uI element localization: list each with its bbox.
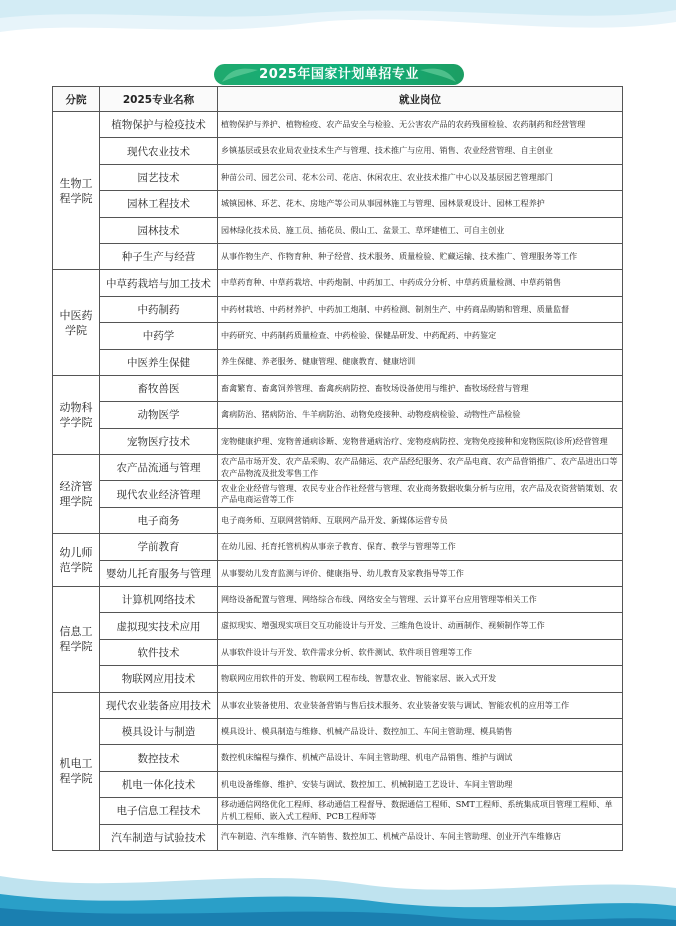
header-jobs: 就业岗位 xyxy=(218,87,623,112)
job-positions: 机电设备维修、维护、安装与调试、数控加工、机械制造工艺设计、车间主管助理 xyxy=(218,771,623,797)
table-row xyxy=(53,402,623,428)
table-row xyxy=(53,455,623,481)
major-name: 计算机网络技术 xyxy=(100,587,218,613)
table-row xyxy=(53,428,623,454)
job-positions: 农业企业经营与管理、农民专业合作社经营与管理、农业商务数据收集分析与应用，农产品及农资营销策划、农产品电商运营等工作 xyxy=(218,481,623,507)
major-name: 中药学 xyxy=(100,323,218,349)
job-positions: 中药材栽培、中药材养护、中药加工炮制、中药检测、制剂生产、中药商品购销和管理、质量监督 xyxy=(218,296,623,322)
major-name: 畜牧兽医 xyxy=(100,375,218,401)
major-name: 模具设计与制造 xyxy=(100,718,218,744)
major-name: 园林工程技术 xyxy=(100,191,218,217)
major-name: 宠物医疗技术 xyxy=(100,428,218,454)
job-positions: 数控机床编程与操作、机械产品设计、车间主管助理、机电产品销售、维护与调试 xyxy=(218,745,623,771)
table-row xyxy=(53,164,623,190)
job-positions: 在幼儿园、托育托管机构从事亲子教育、保育、教学与管理等工作 xyxy=(218,534,623,560)
job-positions: 农产品市场开发、农产品采购、农产品储运、农产品经纪服务、农产品电商、农产品营销推广、农产品进出口等农产品物流及批发零售工作 xyxy=(218,455,623,481)
major-name: 中医养生保健 xyxy=(100,349,218,375)
college-name: 动物科 学学院 xyxy=(53,375,100,454)
table-row xyxy=(53,718,623,744)
job-positions: 电子商务师、互联网营销师、互联网产品开发、新媒体运营专员 xyxy=(218,507,623,533)
major-name: 学前教育 xyxy=(100,534,218,560)
major-name: 中药制药 xyxy=(100,296,218,322)
college-name: 中医药 学院 xyxy=(53,270,100,376)
table-row xyxy=(53,639,623,665)
college-name: 幼儿师 范学院 xyxy=(53,534,100,587)
table-row xyxy=(53,349,623,375)
job-positions: 养生保健、养老服务、健康管理、健康教育、健康培训 xyxy=(218,349,623,375)
major-name: 种子生产与经营 xyxy=(100,243,218,269)
table-row xyxy=(53,112,623,138)
major-name: 现代农业装备应用技术 xyxy=(100,692,218,718)
table-row xyxy=(53,771,623,797)
major-name: 电子商务 xyxy=(100,507,218,533)
job-positions: 移动通信网络优化工程师、移动通信工程督导、数据通信工程师、SMT工程师、系统集成项目管理工程师、单片机工程师、嵌入式工程师、PCB工程师等 xyxy=(218,798,623,824)
table-row xyxy=(53,692,623,718)
major-name: 动物医学 xyxy=(100,402,218,428)
job-positions: 物联网应用软件的开发、物联网工程布线、智慧农业、智能家居、嵌入式开发 xyxy=(218,666,623,692)
job-positions: 乡镇基层或县农业局农业技术生产与管理、技术推广与应用、销售、农业经营管理、自主创业 xyxy=(218,138,623,164)
major-name: 现代农业技术 xyxy=(100,138,218,164)
job-positions: 宠物健康护理、宠物普通病诊断、宠物普通病治疗、宠物疫病防控、宠物免疫接种和宠物医院(诊所)经营管理 xyxy=(218,428,623,454)
major-name: 数控技术 xyxy=(100,745,218,771)
page-title-banner xyxy=(214,64,464,85)
job-positions: 从事农业装备使用、农业装备营销与售后技术服务、农业装备安装与调试、智能农机的应用等工作 xyxy=(218,692,623,718)
job-positions: 种苗公司、园艺公司、花木公司、花店、休闲农庄、农业技术推广中心以及基层园艺管理部门 xyxy=(218,164,623,190)
major-name: 虚拟现实技术应用 xyxy=(100,613,218,639)
college-name: 信息工 程学院 xyxy=(53,587,100,693)
job-positions: 中药研究、中药制药质量检查、中药检验、保健品研发、中药配药、中药鉴定 xyxy=(218,323,623,349)
major-name: 中草药栽培与加工技术 xyxy=(100,270,218,296)
table-row xyxy=(53,217,623,243)
job-positions: 模具设计、模具制造与维修、机械产品设计、数控加工、车间主管助理、模具销售 xyxy=(218,718,623,744)
job-positions: 畜禽繁育、畜禽饲养管理、畜禽疾病防控、畜牧场设备使用与维护、畜牧场经营与管理 xyxy=(218,375,623,401)
table-row xyxy=(53,507,623,533)
top-wave-decoration xyxy=(0,0,676,60)
college-name: 经济管 理学院 xyxy=(53,455,100,534)
table-row xyxy=(53,323,623,349)
table-row xyxy=(53,375,623,401)
job-positions: 禽病防治、猪病防治、牛羊病防治、动物免疫接种、动物疫病检验、动物性产品检验 xyxy=(218,402,623,428)
major-name: 物联网应用技术 xyxy=(100,666,218,692)
table-row xyxy=(53,243,623,269)
table-row xyxy=(53,587,623,613)
table-row xyxy=(53,296,623,322)
major-name: 园林技术 xyxy=(100,217,218,243)
college-name: 生物工 程学院 xyxy=(53,112,100,270)
job-positions: 从事婴幼儿发育监测与评价、健康指导、幼儿教育及家教指导等工作 xyxy=(218,560,623,586)
major-name: 现代农业经济管理 xyxy=(100,481,218,507)
table-row xyxy=(53,534,623,560)
major-name: 农产品流通与管理 xyxy=(100,455,218,481)
table-row xyxy=(53,745,623,771)
major-name: 机电一体化技术 xyxy=(100,771,218,797)
job-positions: 网络设备配置与管理、网络综合布线、网络安全与管理、云计算平台应用管理等相关工作 xyxy=(218,587,623,613)
table-row xyxy=(53,824,623,850)
major-name: 汽车制造与试验技术 xyxy=(100,824,218,850)
major-name: 软件技术 xyxy=(100,639,218,665)
job-positions: 园林绿化技术员、施工员、插花员、假山工、盆景工、草坪建植工、可自主创业 xyxy=(218,217,623,243)
majors-table xyxy=(52,86,623,851)
table-row xyxy=(53,138,623,164)
major-name: 电子信息工程技术 xyxy=(100,798,218,824)
job-positions: 植物保护与养护、植物检疫、农产品安全与检验、无公害农产品的农药残留检验、农药制药和经营管理 xyxy=(218,112,623,138)
leaf-decoration-icon xyxy=(220,64,260,85)
table-row xyxy=(53,560,623,586)
job-positions: 从事作物生产、作物育种、种子经营、技术服务、质量检验、贮藏运输、技术推广、管理服务等工作 xyxy=(218,243,623,269)
header-major: 2025专业名称 xyxy=(100,87,218,112)
table-row xyxy=(53,191,623,217)
college-name: 机电工 程学院 xyxy=(53,692,100,850)
job-positions: 虚拟现实、增强现实项目交互功能设计与开发、三维角色设计、动画制作、视频制作等工作 xyxy=(218,613,623,639)
table-row xyxy=(53,798,623,824)
job-positions: 从事软件设计与开发、软件需求分析、软件测试、软件项目管理等工作 xyxy=(218,639,623,665)
table-row xyxy=(53,270,623,296)
job-positions: 汽车制造、汽车维修、汽车销售、数控加工、机械产品设计、车间主管助理、创业开汽车维修店 xyxy=(218,824,623,850)
major-name: 园艺技术 xyxy=(100,164,218,190)
page-title: 2025年国家计划单招专业 xyxy=(259,67,419,82)
major-name: 婴幼儿托育服务与管理 xyxy=(100,560,218,586)
leaf-decoration-icon xyxy=(418,64,458,85)
table-row xyxy=(53,613,623,639)
header-college: 分院 xyxy=(53,87,100,112)
job-positions: 城镇园林、环艺、花木、房地产等公司从事园林施工与管理、园林景观设计、园林工程养护 xyxy=(218,191,623,217)
table-row xyxy=(53,481,623,507)
table-row xyxy=(53,666,623,692)
job-positions: 中草药育种、中草药栽培、中药炮制、中药加工、中药成分分析、中草药质量检测、中草药销售 xyxy=(218,270,623,296)
major-name: 植物保护与检疫技术 xyxy=(100,112,218,138)
